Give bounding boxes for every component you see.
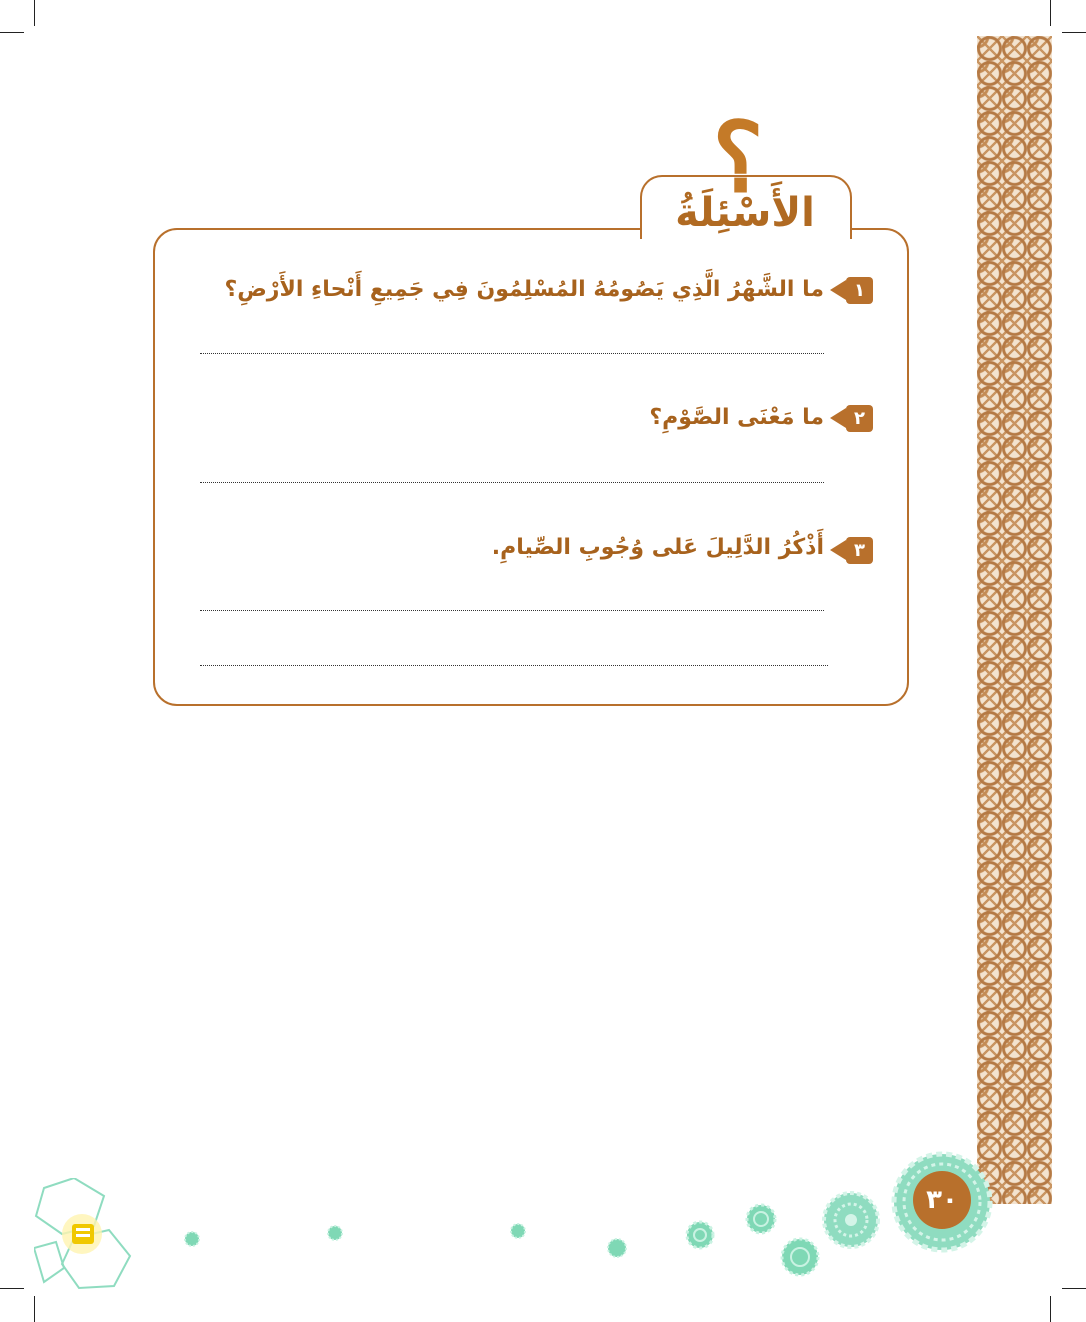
question-number: ٢ [846,405,873,432]
crop-mark [34,0,35,26]
pointer-icon [830,540,846,560]
flower-ornament-icon [606,1237,628,1259]
answer-line[interactable] [200,610,824,611]
pointer-icon [830,408,846,428]
flower-ornament-icon [744,1202,778,1236]
pointer-icon [830,280,846,300]
answer-line[interactable] [200,353,824,354]
crop-mark [1050,0,1051,26]
answer-line[interactable] [200,665,828,666]
flower-ornament-icon [684,1219,716,1251]
flower-ornament-icon [183,1230,201,1248]
question-text: ما الشَّهْرُ الَّذِي يَصُومُهُ المُسْلِمُونَ فِي جَمِيعِ أَنْحاءِ الأَرْضِ؟ [224,277,824,302]
crop-mark [0,32,24,33]
crop-mark [1050,1296,1051,1322]
crop-mark [34,1296,35,1322]
question-text: أَذْكُرُ الدَّلِيلَ عَلى وُجُوبِ الصِّيامِ. [491,535,824,560]
page-number-badge: ٣٠ [913,1171,971,1229]
crop-mark [0,1288,24,1289]
decorative-side-pattern [977,36,1052,1204]
flower-ornament-icon [821,1190,881,1250]
answer-line[interactable] [200,482,824,483]
section-title: الأَسْئِلَةُ [675,190,815,236]
question-number: ٣ [846,537,873,564]
question-text: ما مَعْنَى الصَّوْمِ؟ [649,405,824,430]
flower-ornament-icon [779,1236,821,1278]
flower-ornament-icon [509,1222,527,1240]
flower-ornament-icon [326,1224,344,1242]
crop-mark [1062,32,1086,33]
crop-mark [1062,1288,1086,1289]
geometric-corner-ornament [34,1178,134,1290]
question-mark-icon: ؟ [712,101,764,214]
question-number: ١ [846,277,873,304]
